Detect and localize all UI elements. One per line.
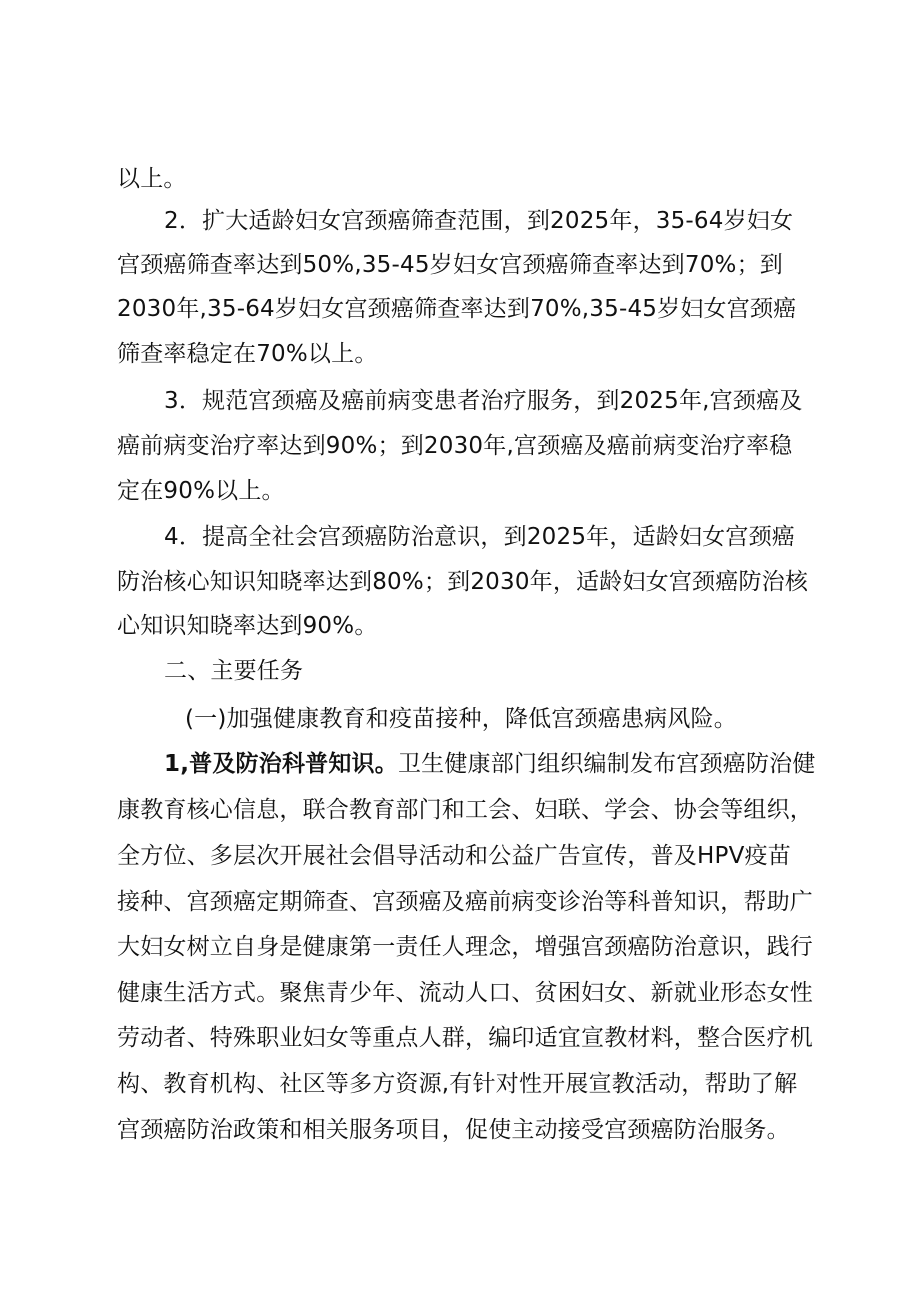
paragraph-line: 定在90%以上。 bbox=[117, 478, 285, 504]
paragraph-line: 大妇女树立自身是健康第一责任人理念，增强宫颈癌防治意识，践行 bbox=[117, 934, 813, 960]
paragraph-line: 宫颈癌防治政策和相关服务项目，促使主动接受宫颈癌防治服务。 bbox=[117, 1117, 790, 1143]
paragraph-line: 筛查率稳定在70%以上。 bbox=[117, 341, 378, 367]
paragraph-line: 康教育核心信息，联合教育部门和工会、妇联、学会、协会等组织， bbox=[117, 797, 813, 823]
paragraph-line: 劳动者、特殊职业妇女等重点人群，编印适宜宣教材料，整合医疗机 bbox=[117, 1025, 813, 1051]
paragraph-line: 3．规范宫颈癌及癌前病变患者治疗服务，到2025年,宫颈癌及 bbox=[164, 388, 803, 414]
paragraph-line: 癌前病变治疗率达到90%；到2030年,宫颈癌及癌前病变治疗率稳 bbox=[117, 433, 793, 459]
paragraph-line: 宫颈癌筛查率达到50%,35-45岁妇女宫颈癌筛查率达到70%；到 bbox=[117, 252, 783, 278]
paragraph-line: 心知识知晓率达到90%。 bbox=[117, 613, 378, 639]
paragraph-line: 2．扩大适龄妇女宫颈癌筛查范围，到2025年，35-64岁妇女 bbox=[164, 208, 794, 234]
paragraph-line: 以上。 bbox=[117, 166, 187, 192]
paragraph-line: 构、教育机构、社区等多方资源,有针对性开展宣教活动，帮助了解 bbox=[117, 1071, 798, 1097]
paragraph-line: 2030年,35-64岁妇女宫颈癌筛查率达到70%,35-45岁妇女宫颈癌 bbox=[117, 296, 797, 322]
subsection-heading: (一)加强健康教育和疫苗接种，降低宫颈癌患病风险。 bbox=[185, 706, 737, 732]
item-heading: 1,普及防治科普知识。 bbox=[164, 751, 398, 777]
paragraph-line: 接种、宫颈癌定期筛查、宫颈癌及癌前病变诊治等科普知识，帮助广 bbox=[117, 889, 813, 915]
paragraph-line: 4．提高全社会宫颈癌防治意识，到2025年，适龄妇女宫颈癌 bbox=[164, 524, 795, 550]
paragraph-line: 健康生活方式。聚焦青少年、流动人口、贫困妇女、新就业形态女性 bbox=[117, 980, 813, 1006]
item-text: 卫生健康部门组织编制发布宫颈癌防治健 bbox=[397, 751, 816, 777]
paragraph-line bbox=[0, 749, 920, 779]
paragraph-line: 全方位、多层次开展社会倡导活动和公益广告宣传，普及HPV疫苗 bbox=[117, 843, 791, 869]
paragraph-line: 防治核心知识知晓率达到80%；到2030年，适龄妇女宫颈癌防治核 bbox=[117, 569, 809, 595]
section-heading: 二、主要任务 bbox=[164, 658, 304, 684]
